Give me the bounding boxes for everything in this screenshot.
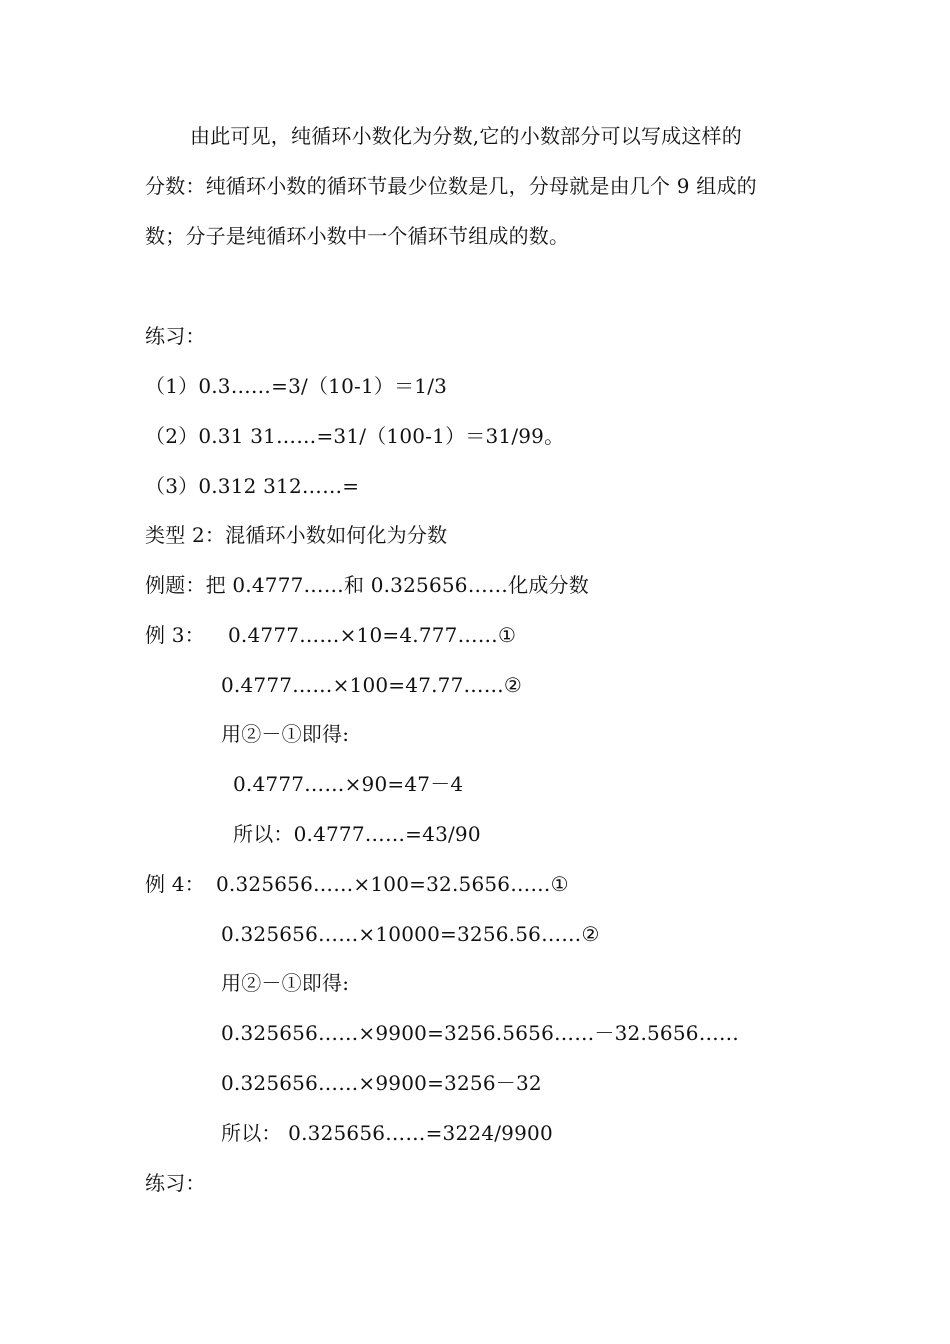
practice-item-1: （1）0.3……=3/（10-1）＝1/3 <box>145 374 448 398</box>
example4-step-4: 0.325656……×9900=3256.5656……－32.5656…… <box>221 1021 740 1045</box>
example4-label: 例 4： <box>145 872 205 896</box>
intro-line-2: 分数：纯循环小数的循环节最少位数是几，分母就是由几个 9 组成的 <box>145 174 757 198</box>
example3-label: 例 3： <box>145 623 205 647</box>
example3-step-4: 0.4777……×90=47－4 <box>233 772 464 796</box>
example4-step-3: 用②－①即得: <box>221 971 350 995</box>
example4-step-6: 所以： 0.325656……=3224/9900 <box>221 1121 553 1145</box>
example3-step-3: 用②－①即得: <box>221 722 350 746</box>
example4-step-5: 0.325656……×9900=3256－32 <box>221 1071 542 1095</box>
practice-item-2: （2）0.31 31……=31/（100-1）＝31/99。 <box>145 424 565 448</box>
example-prompt: 例题：把 0.4777……和 0.325656……化成分数 <box>145 573 589 597</box>
example3-step-2: 0.4777……×100=47.77……② <box>221 673 523 697</box>
example4-step-1: 0.325656……×100=32.5656……① <box>216 872 569 896</box>
type2-heading: 类型 2：混循环小数如何化为分数 <box>145 523 448 547</box>
intro-line-3: 数；分子是纯循环小数中一个循环节组成的数。 <box>145 224 570 248</box>
practice-item-3: （3）0.312 312……= <box>145 474 360 498</box>
practice-heading: 练习： <box>145 324 206 348</box>
example3-step-1: 0.4777……×10=4.777……① <box>228 623 517 647</box>
example3-step-5: 所以：0.4777……=43/90 <box>233 822 481 846</box>
example4-step-2: 0.325656……×10000=3256.56……② <box>221 922 600 946</box>
practice2-heading: 练习： <box>145 1171 206 1195</box>
intro-line-1: 由此可见，纯循环小数化为分数,它的小数部分可以写成这样的 <box>190 124 742 148</box>
